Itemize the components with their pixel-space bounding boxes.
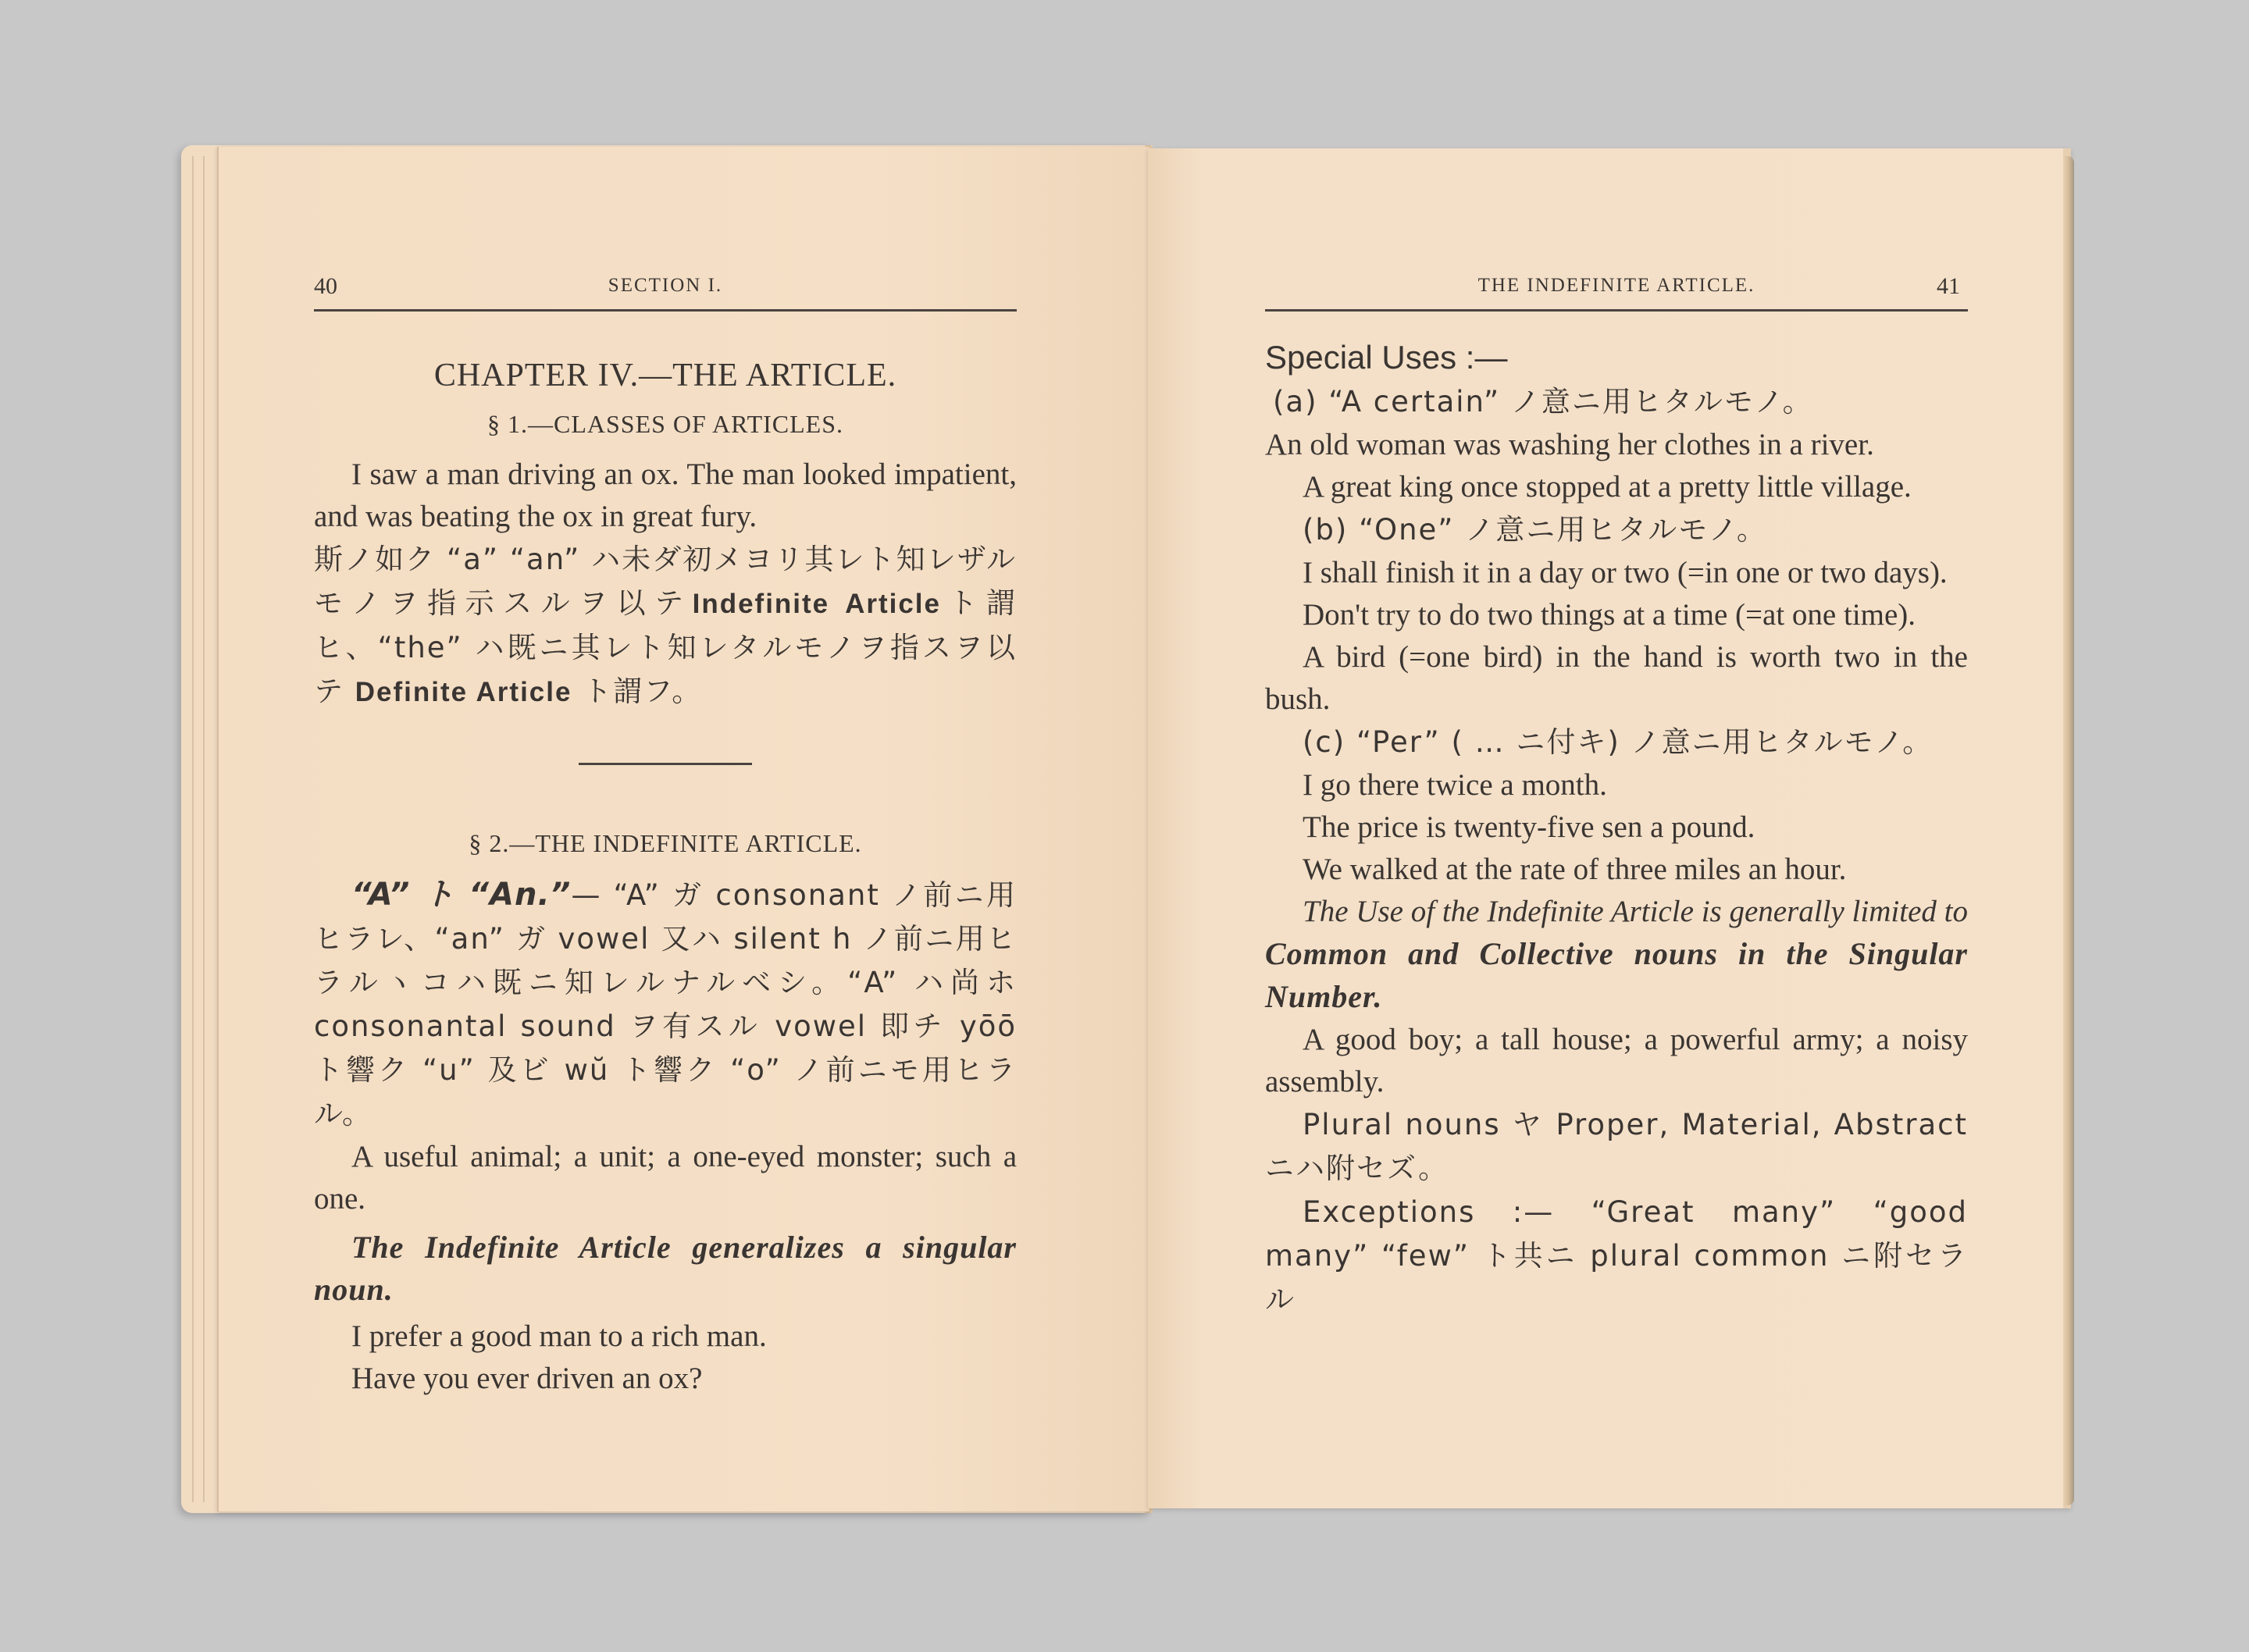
example-driven-ox: Have you ever driven an ox? xyxy=(351,1362,703,1395)
left-running-head xyxy=(314,265,1017,312)
example-good-man: I prefer a good man to a rich man. xyxy=(351,1319,767,1353)
example-paragraph: I saw a man driving an ox. The man looked impatient, and was beating the ox in great fury. xyxy=(314,458,1017,533)
use-a-example-2: A great king once stopped at a pretty little village. xyxy=(1303,470,1912,504)
use-a-label: (a) “A certain” ノ意ニ用ヒタルモノ。 xyxy=(1273,385,1813,418)
examples-useful-animal: A useful animal; a unit; a one-eyed monster; such a one. xyxy=(314,1140,1017,1216)
use-c-example-3: We walked at the rate of three miles an hour. xyxy=(1303,853,1847,886)
rule-generalizes: The Indefinite Article generalizes a singular noun. xyxy=(314,1230,1017,1307)
jp-text: ト謂フ。 xyxy=(583,675,703,708)
a-an-explanation xyxy=(314,873,1017,1136)
usage-rule xyxy=(1265,891,1968,1019)
term-definite-article: Definite Article xyxy=(355,677,572,707)
right-page-stack-edge xyxy=(2063,156,2074,1505)
chapter-title: CHAPTER IV.—THE ARTICLE. xyxy=(433,358,897,393)
use-c-example-1: I go there twice a month. xyxy=(1303,768,1607,802)
running-head-title-left: SECTION I. xyxy=(608,275,723,296)
section-heading-classes: § 1.—CLASSES OF ARTICLES. xyxy=(487,410,844,438)
usage-rule-bold: Common and Collective nouns in the Singular Number. xyxy=(1265,936,1968,1014)
use-b-example-1: I shall finish it in a day or two (=in one or two days). xyxy=(1303,556,1948,589)
use-b-example-3: A bird (=one bird) in the hand is worth two in the bush. xyxy=(1265,640,1968,716)
right-page-content xyxy=(1265,265,1968,1322)
jp-text: 斯ノ如ク “a” “an” ハ未ダ初メヨリ其レト知レザルモノヲ指示スルヲ以テ xyxy=(314,543,1017,620)
examples-good-boy: A good boy; a tall house; a powerful army; a noisy assembly. xyxy=(1265,1023,1968,1098)
usage-rule-italic: The Use of the Indefinite Article is generally limited to xyxy=(1303,895,1968,928)
a-an-heading: “A” ト “An.” xyxy=(351,877,572,913)
use-b-example-2: Don't try to do two things at a time (=at one time). xyxy=(1303,598,1916,632)
japanese-explanation xyxy=(314,538,1017,714)
page-number-right: 41 xyxy=(1937,273,1960,299)
page-number-left: 40 xyxy=(314,273,337,299)
section-heading-indefinite: § 2.—THE INDEFINITE ARTICLE. xyxy=(469,829,862,857)
use-c-label: (c) “Per” ( … ニ付キ) ノ意ニ用ヒタルモノ。 xyxy=(1303,725,1934,759)
exceptions-note: Exceptions :— “Great many” “good many” “few” ト共ニ plural common ニ附セラル xyxy=(1265,1195,1968,1316)
a-an-text: — “A” ガ consonant ノ前ニ用ヒラレ、“an” ガ vowel 又ハ silent h ノ前ニ用ヒラルヽコハ既ニ知レルナルベシ。“A” ハ尚ホ consonantal sound ヲ有スル vowel 即チ yōō ト響ク “u” 及ビ wŭ ト響ク “o” ノ前ニモ用ヒラル。 xyxy=(314,878,1017,1130)
jp-text: ト謂ヒ、“the” ハ既ニ其レト知レタルモノヲ指スヲ以テ xyxy=(314,586,1017,708)
right-running-head xyxy=(1265,265,1968,312)
use-b-label: (b) “One” ノ意ニ用ヒタルモノ。 xyxy=(1303,513,1767,547)
left-page-content xyxy=(314,265,1017,1400)
running-head-title-right: THE INDEFINITE ARTICLE. xyxy=(1477,275,1755,296)
use-a-example-1: An old woman was washing her clothes in a river. xyxy=(1265,428,1874,461)
term-indefinite-article: Indefinite Article xyxy=(692,589,941,619)
special-uses-heading: Special Uses :— xyxy=(1265,339,1508,376)
plural-note: Plural nouns ヤ Proper, Material, Abstract ニハ附セズ。 xyxy=(1265,1108,1968,1185)
section-divider xyxy=(579,763,752,765)
use-c-example-2: The price is twenty-five sen a pound. xyxy=(1303,810,1755,844)
